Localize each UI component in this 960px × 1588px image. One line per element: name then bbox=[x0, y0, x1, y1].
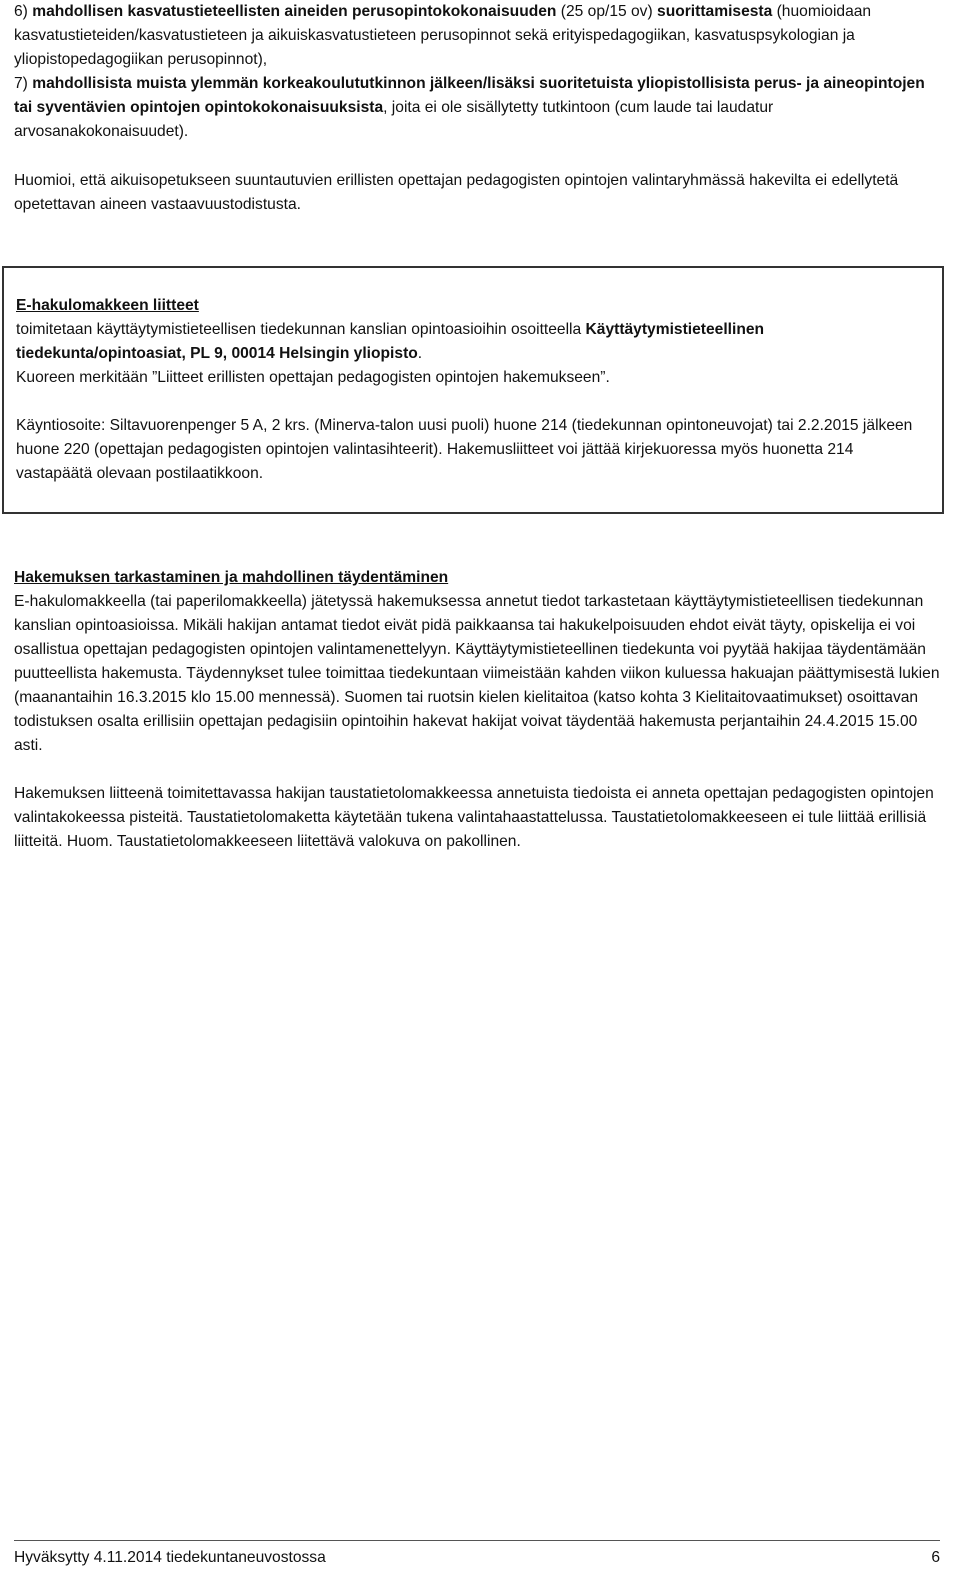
review-section bbox=[14, 566, 940, 854]
address-intro: toimitetaan käyttäytymistieteellisen tiedekunnan kanslian opintoasioihin osoitteella bbox=[16, 321, 586, 338]
postal-address: Käyttäytymistieteellinen tiedekunta/opintoasiat, PL 9, 00014 Helsingin yliopisto bbox=[16, 321, 765, 362]
item-text: (huomioidaan kasvatustieteiden/kasvatustieteen ja aikuiskasvatustieteen perusopinnot sekä erityispedagogiikan, kasvatuspsykologian ja yliopistopedagogiikan perusopinnot), bbox=[14, 3, 872, 68]
item-bold-text: mahdollisen kasvatustieteellisten aineiden perusopintokokonaisuuden bbox=[32, 3, 557, 20]
address-end: . bbox=[417, 345, 423, 362]
list-item-7 bbox=[14, 72, 940, 144]
intro-list bbox=[14, 0, 940, 144]
footer-divider bbox=[14, 1540, 940, 1541]
note-text: Huomioi, että aikuisopetukseen suuntautuvien erillisten opettajan pedagogisten opintojen valintaryhmässä hakevilta ei edellytetä opetettavan aineen vastaavuustodistusta. bbox=[14, 172, 899, 213]
approval-note: Hyväksytty 4.11.2014 tiedekuntaneuvostossa bbox=[14, 1549, 326, 1566]
page-footer bbox=[14, 1546, 940, 1570]
envelope-note: Kuoreen merkitään ”Liitteet erillisten opettajan pedagogisten opintojen hakemukseen”. bbox=[16, 369, 610, 386]
item-text: , joita ei ole sisällytetty tutkintoon (cum laude tai laudatur arvosanakokonaisuudet). bbox=[14, 99, 774, 140]
item-bold-text: suorittamisesta bbox=[657, 3, 773, 20]
note-paragraph bbox=[14, 169, 940, 217]
item-number: 7) bbox=[14, 75, 33, 92]
attachments-box bbox=[2, 266, 944, 514]
review-heading: Hakemuksen tarkastaminen ja mahdollinen täydentäminen bbox=[14, 569, 449, 586]
attachments-heading: E-hakulomakkeen liitteet bbox=[16, 297, 199, 314]
item-number: 6) bbox=[14, 3, 33, 20]
item-text: (25 op/15 ov) bbox=[556, 3, 658, 20]
attachments-address bbox=[16, 318, 931, 366]
attachments-content bbox=[16, 294, 931, 486]
review-paragraph-1: E-hakulomakkeella (tai paperilomakkeella) jätetyssä hakemuksessa annetut tiedot tarkastetaan käyttäytymistieteellisen tiedekunnan kanslian opintoasioissa. Mikäli hakijan antamat tiedot eivät pidä paikkaansa tai hakukelpoisuuden ehdot eivät täyty, opiskelija ei voi osallistua opettajan pedagogisten opintojen valintamenettelyyn. Käyttäytymistieteellinen tiedekunta voi pyytää hakijaa täydentämään puutteellista hakemusta. Täydennykset tulee toimittaa tiedekuntaan viimeistään kahden viikon kuluessa hakuajan päättymisestä lukien (maanantaihin 16.3.2015 klo 15.00 mennessä). Suomen tai ruotsin kielen kielitaitoa (katso kohta 3 Kielitaitovaatimukset) osoittavan todistuksen osalta erillisiin opettajan pedagisiin opintoihin hakevat hakijat voivat täydentää hakemusta perjantaihin 24.4.2015 15.00 asti. bbox=[14, 593, 940, 754]
review-paragraph-2: Hakemuksen liitteenä toimitettavassa hakijan taustatietolomakkeessa annetuista tiedoista ei anneta opettajan pedagogisten opintojen valintakokeessa pisteitä. Taustatietolomaketta käytetään tukena valintahaastattelussa. Taustatietolomakkeeseen ei tule liittää erillisiä liitteitä. Huom. Taustatietolomakkeeseen liitettävä valokuva on pakollinen. bbox=[14, 785, 934, 850]
item-bold-text: mahdollisista muista ylemmän korkeakoulututkinnon jälkeen/lisäksi suoritetuista yliopistollisista perus- ja aineopintojen tai syventävien opintojen opintokokonaisuuksista bbox=[14, 75, 925, 116]
visiting-address: Käyntiosoite: Siltavuorenpenger 5 A, 2 krs. (Minerva-talon uusi puoli) huone 214 (tiedekunnan opintoneuvojat) tai 2.2.2015 jälkeen huone 220 (opettajan pedagogisten opintojen valintasihteerit). Hakemusliitteet voi jättää kirjekuoressa myös huonetta 214 vastapäätä olevaan postilaatikkoon. bbox=[16, 417, 913, 482]
list-item-6 bbox=[14, 0, 940, 72]
page-number: 6 bbox=[931, 1549, 940, 1566]
